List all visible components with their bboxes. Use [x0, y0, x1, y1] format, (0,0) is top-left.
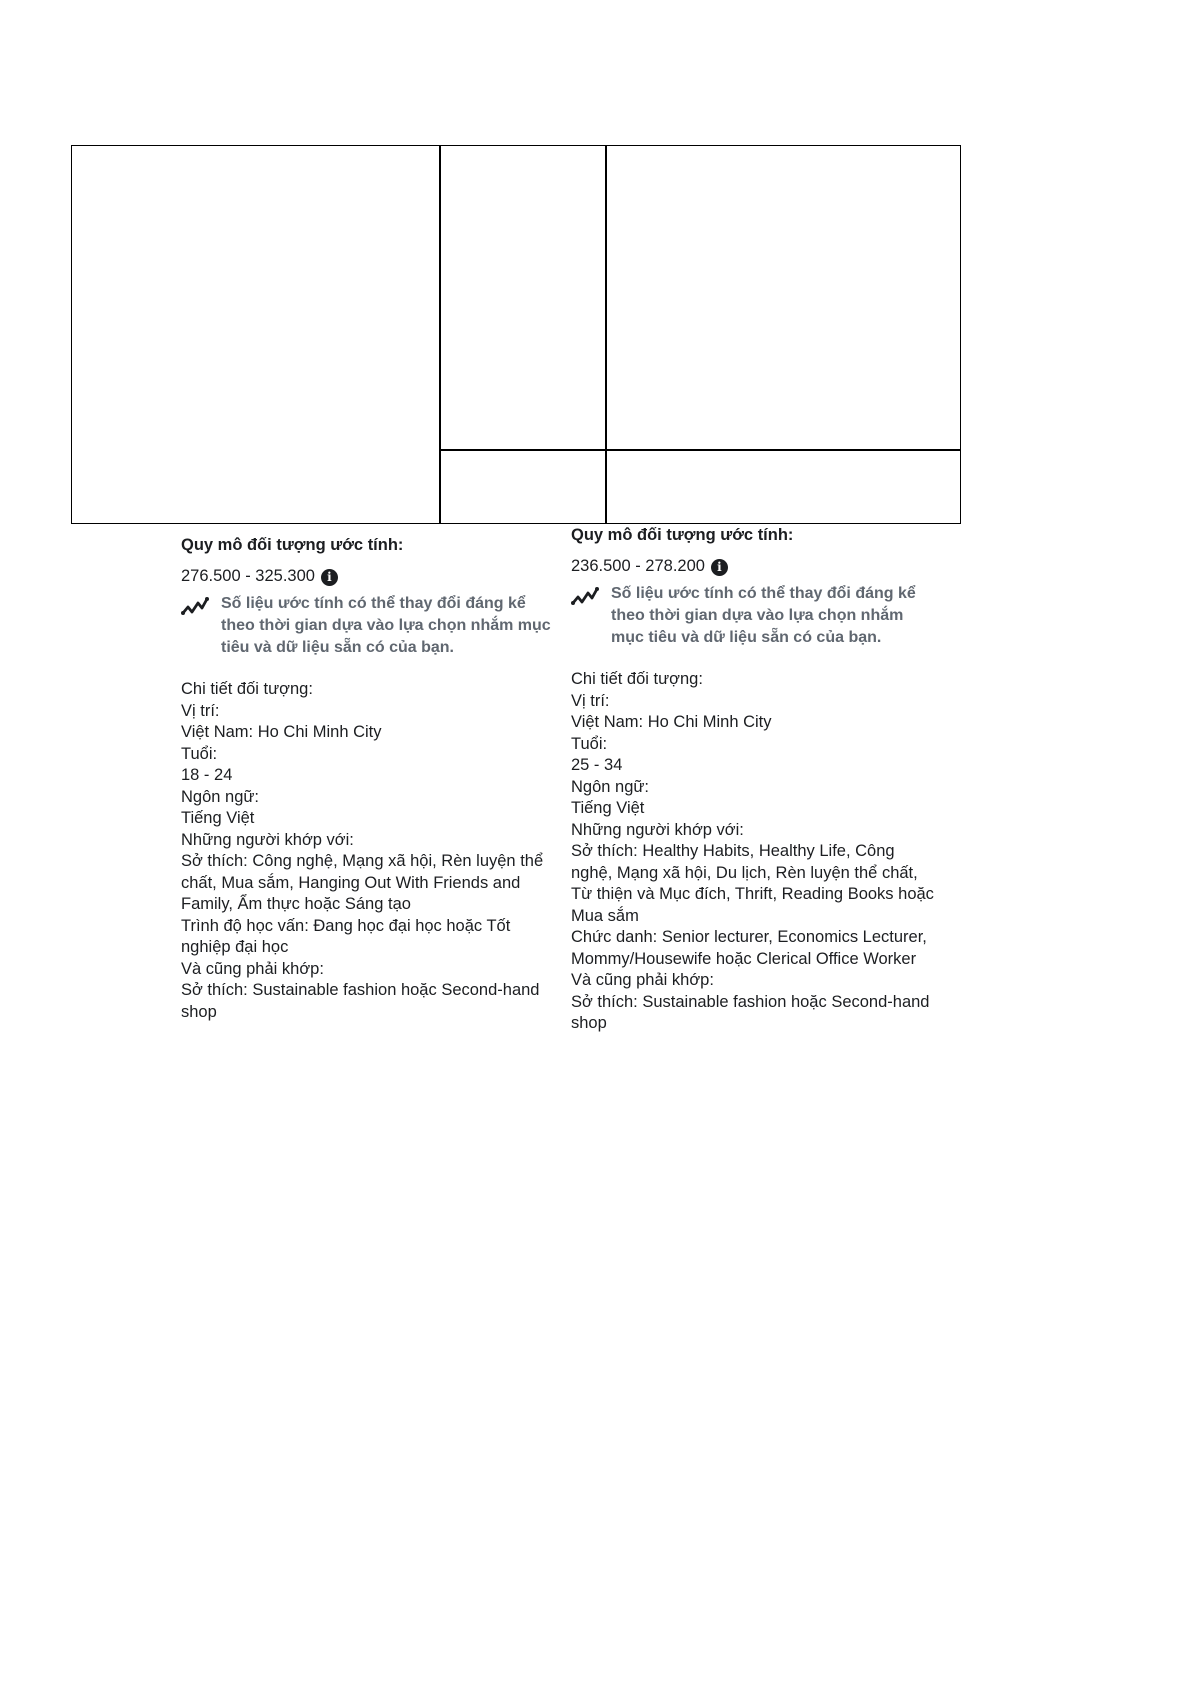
- location-label: Vị trí:: [571, 691, 610, 710]
- language-value: Tiếng Việt: [181, 809, 255, 827]
- range-value: 236.500 - 278.200: [571, 556, 705, 575]
- info-icon[interactable]: i: [711, 559, 728, 576]
- audience-panel-left: [181, 535, 561, 1023]
- table-divider-row: [439, 449, 961, 451]
- age-value: 18 - 24: [181, 766, 233, 784]
- age-label: Tuổi:: [571, 734, 608, 753]
- location-value: Việt Nam: Ho Chi Minh City: [571, 713, 772, 731]
- interests-value: Sở thích: Công nghệ, Mạng xã hội, Rèn luyện thể chất, Mua sắm, Hanging Out With Friends and Family, Ẩm thực hoặc Sáng tạo: [181, 852, 544, 913]
- location-value: Việt Nam: Ho Chi Minh City: [181, 723, 382, 741]
- age-label: Tuổi:: [181, 744, 218, 763]
- audience-range: [181, 566, 561, 588]
- empty-table: [71, 145, 961, 524]
- info-icon[interactable]: i: [321, 569, 338, 586]
- audience-details: [181, 679, 561, 1023]
- location-label: Vị trí:: [181, 701, 220, 720]
- education-value: Trình độ học vấn: Đang học đại học hoặc Tốt nghiệp đại học: [181, 916, 511, 956]
- table-divider-1: [439, 145, 441, 524]
- table-divider-2: [605, 145, 607, 524]
- audience-panel-right: [571, 525, 936, 1035]
- language-value: Tiếng Việt: [571, 799, 645, 817]
- estimate-note: [571, 583, 936, 649]
- range-value: 276.500 - 325.300: [181, 566, 315, 585]
- also-match-label: Và cũng phải khớp:: [571, 971, 714, 989]
- note-text: Số liệu ước tính có thể thay đổi đáng kể theo thời gian dựa vào lựa chọn nhắm mục tiêu và dữ liệu sẵn có của bạn.: [611, 585, 916, 646]
- trend-icon: [181, 595, 209, 619]
- panel-title: Quy mô đối tượng ước tính:: [571, 526, 794, 544]
- audience-details: [571, 669, 936, 1035]
- trend-icon: [571, 585, 599, 609]
- details-heading: Chi tiết đối tượng:: [571, 670, 703, 688]
- details-heading: Chi tiết đối tượng:: [181, 680, 313, 698]
- matches-label: Những người khớp với:: [181, 830, 354, 849]
- audience-range: [571, 556, 936, 578]
- estimate-note: [181, 593, 561, 659]
- interests-value: Sở thích: Healthy Habits, Healthy Life, Công nghệ, Mạng xã hội, Du lịch, Rèn luyện thể chất, Từ thiện và Mục đích, Thrift, Reading Books hoặc Mua sắm: [571, 842, 934, 925]
- also-interests-value: Sở thích: Sustainable fashion hoặc Second-hand shop: [181, 981, 540, 1021]
- also-match-label: Và cũng phải khớp:: [181, 959, 324, 978]
- also-interests-value: Sở thích: Sustainable fashion hoặc Second-hand shop: [571, 992, 930, 1032]
- language-label: Ngôn ngữ:: [181, 787, 260, 806]
- language-label: Ngôn ngữ:: [571, 777, 650, 796]
- note-text: Số liệu ước tính có thể thay đổi đáng kể theo thời gian dựa vào lựa chọn nhắm mục tiêu và dữ liệu sẵn có của bạn.: [221, 595, 551, 656]
- age-value: 25 - 34: [571, 756, 623, 774]
- job-title-value: Chức danh: Senior lecturer, Economics Lecturer, Mommy/Housewife hoặc Clerical Office Worker: [571, 928, 927, 968]
- matches-label: Những người khớp với:: [571, 820, 744, 839]
- panel-title: Quy mô đối tượng ước tính:: [181, 536, 404, 554]
